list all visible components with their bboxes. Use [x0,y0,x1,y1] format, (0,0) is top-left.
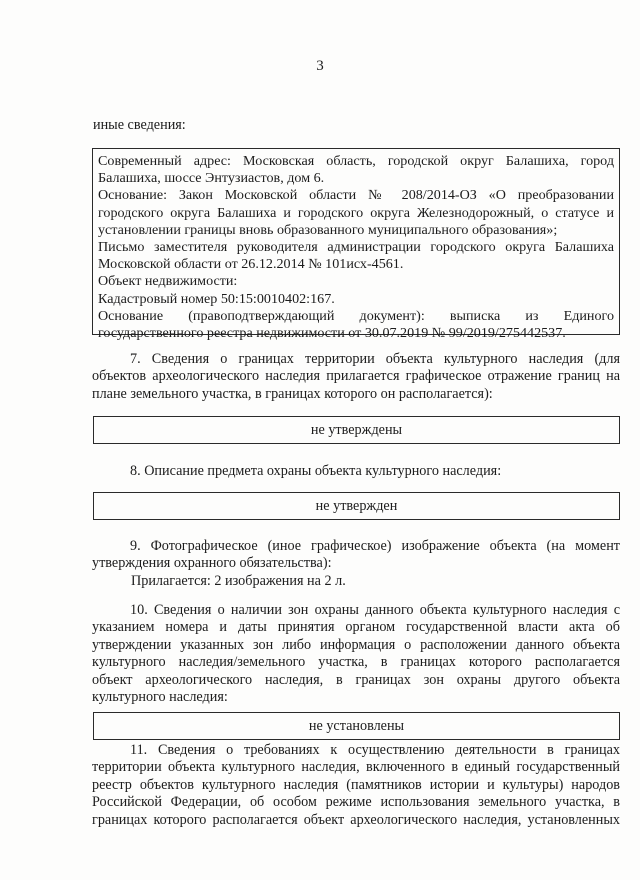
section-7-line: плане земельного участка, в границах которого он располагается): [92,385,493,402]
info-line: Московской области от 26.12.2014 № 101исх-4561. [98,256,404,273]
section-10-line: 10. Сведения о наличии зон охраны данного объекта культурного наследия с [130,602,620,618]
page-number: 3 [316,58,324,74]
section-10-line: утверждении указанных зон либо информация о расположении данного объекта [92,636,620,653]
section-10 [92,602,620,706]
info-line: Балашиха, шоссе Энтузиастов, дом 6. [98,170,325,187]
section-11-line: границах которого располагается объект археологического наследия, установленных [92,811,620,828]
section-10-line: указанием номера и даты принятия органом государственной власти акта об [92,619,620,636]
section-10-line: культурного наследия: [92,689,228,706]
section-9-line: утверждения охранного обязательства): [92,555,332,572]
section-9 [92,538,620,573]
section-11-line: 11. Сведения о требованиях к осуществлению деятельности в границах [130,742,620,758]
info-box [92,148,620,342]
section-8-heading: 8. Описание предмета охраны объекта культурного наследия: [130,463,502,479]
info-line: государственного реестра недвижимости от 30.07.2019 № 99/2019/275442537. [98,325,566,342]
section-9-attachment: Прилагается: 2 изображения на 2 л. [131,573,346,589]
section-7-line: объектов археологического наследия прилагается графическое отражение границ на [92,368,620,385]
section-7 [92,351,620,403]
info-line: городского округа Балашиха и городского округа Железнодорожный, о статусе и [98,204,614,221]
section-11-line: реестр объектов культурного наследия (памятников истории и культуры) народов [92,776,620,793]
info-line: Основание (правоподтверждающий документ): выписка из Единого [98,307,614,324]
info-line: Письмо заместителя руководителя администрации городского округа Балашиха [98,239,614,256]
info-line: Основание: Закон Московской области № 208/2014-ОЗ «О преобразовании [98,187,614,204]
section-9-line: 9. Фотографическое (иное графическое) изображение объекта (на момент [130,538,620,554]
section-11-line: Российской Федерации, об особом режиме использования земельного участка, в [92,794,620,811]
section-11-line: территории объекта культурного наследия, включенного в единый государственный [92,759,620,776]
section-7-line: 7. Сведения о границах территории объекта культурного наследия (для [130,351,620,367]
section-10-line: культурного наследия/земельного участка, в границах которого располагается [92,654,620,671]
info-line: Объект недвижимости: [98,273,238,290]
section-8-status-box: не утвержден [93,492,620,520]
info-line: Современный адрес: Московская область, городской округ Балашиха, город [98,153,614,169]
section-11 [92,742,620,829]
section-7-status-box: не утверждены [93,416,620,444]
section-10-status-box: не установлены [93,712,620,740]
intro-label: иные сведения: [93,117,186,133]
info-line: установлении границы вновь образованного муниципального образования»; [98,221,558,238]
info-line: Кадастровый номер 50:15:0010402:167. [98,290,335,307]
section-10-line: объект археологического наследия, в границах зон охраны другого объекта [92,671,620,688]
